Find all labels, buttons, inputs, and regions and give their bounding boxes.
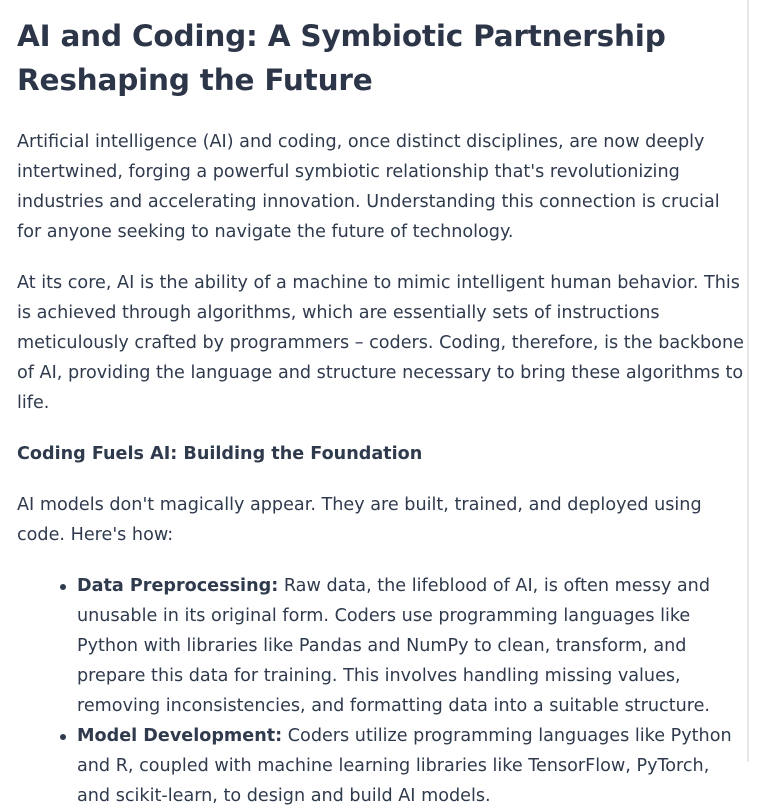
list-item-term: Model Development: xyxy=(77,726,283,746)
how-paragraph: AI models don't magically appear. They are built, trained, and deployed using code. Here's how: xyxy=(17,495,702,545)
list-item-text: Coders utilize programming languages like Python and R, coupled with machine learning libraries like TensorFlow, PyTorch, and scikit-learn, to design and build AI models. xyxy=(77,726,732,806)
core-paragraph: At its core, AI is the ability of a machine to mimic intelligent human behavior. This is achieved through algorithms, which are essentially sets of instructions meticulously crafted by programmers – coders. Coding, therefore, is the backbone of AI, providing the language and structure necessary to bring these algorithms to life. xyxy=(17,273,744,413)
list-item-term: Data Preprocessing: xyxy=(77,576,279,596)
list-item xyxy=(77,571,745,721)
list-item xyxy=(77,721,745,811)
article xyxy=(17,0,745,811)
bullet-icon xyxy=(60,734,66,740)
list-item-text: Raw data, the lifeblood of AI, is often messy and unusable in its original form. Coders use programming languages like Python with libraries like Pandas and NumPy to clean, transform, and prepare this data for training. This involves handling missing values, removing inconsistencies, and formatting data into a suitable structure. xyxy=(77,576,711,716)
article-title: AI and Coding: A Symbiotic Partnership Reshaping the Future xyxy=(17,19,666,97)
bullet-list xyxy=(17,571,745,811)
intro-paragraph: Artificial intelligence (AI) and coding, once distinct disciplines, are now deeply intertwined, forging a powerful symbiotic relationship that's revolutionizing industries and accelerating innovation. Understanding this connection is crucial for anyone seeking to navigate the future of technology. xyxy=(17,132,720,242)
bullet-icon xyxy=(60,584,66,590)
scrollbar[interactable] xyxy=(747,0,749,762)
section-heading: Coding Fuels AI: Building the Foundation xyxy=(17,444,423,464)
